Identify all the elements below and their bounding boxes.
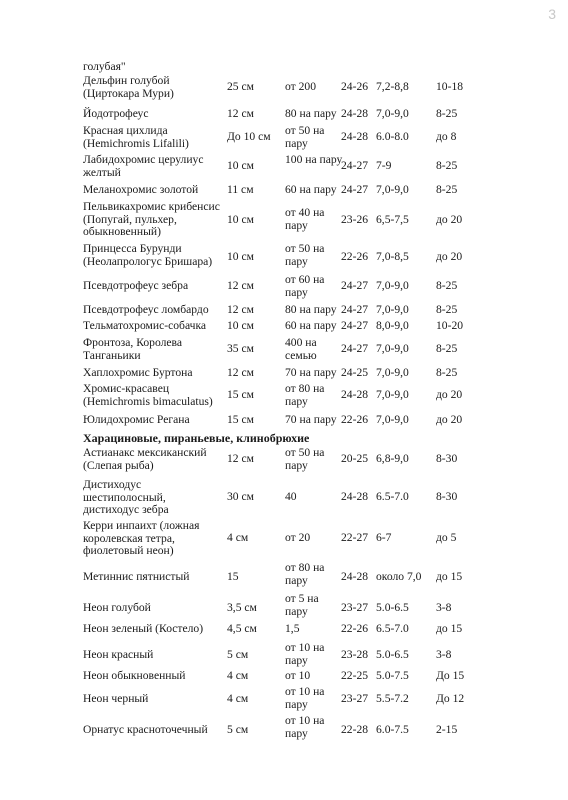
fish-hardness: 8-25 xyxy=(436,279,458,292)
fish-hardness: 8-25 xyxy=(436,107,458,120)
fish-size: 10 см xyxy=(227,319,254,332)
fish-size: 10 см xyxy=(227,213,254,226)
fish-volume: от 10 xyxy=(285,669,311,682)
fish-hardness: До 15 xyxy=(436,669,465,682)
fish-size: 12 см xyxy=(227,107,254,120)
fish-size: 4 см xyxy=(227,669,249,682)
fish-volume: от 50 на пару xyxy=(285,124,325,150)
fish-size: 25 см xyxy=(227,80,254,93)
fish-hardness: 8-30 xyxy=(436,452,458,465)
fish-size: 15 см xyxy=(227,413,254,426)
fish-ph: 6-7 xyxy=(376,531,392,544)
fish-name: Неон зеленый (Костело) xyxy=(83,622,204,635)
fish-ph: 6.5-7.0 xyxy=(376,490,409,503)
fish-name: Пельвикахромис крибенсис (Попугай, пульхер, обыкновенный) xyxy=(83,200,220,239)
fish-hardness: до 15 xyxy=(436,622,463,635)
fish-ph: 6,8-9,0 xyxy=(376,452,409,465)
fish-size: 10 см xyxy=(227,250,254,263)
fish-volume: от 20 xyxy=(285,531,311,544)
fish-temperature: 22-26 xyxy=(341,622,369,635)
fish-size: 12 см xyxy=(227,366,254,379)
fish-size: 3,5 см xyxy=(227,601,257,614)
fish-name: Фронтоза, Королева Танганьики xyxy=(83,336,182,362)
fish-name: Красная цихлида (Hemichromis Lifalili) xyxy=(83,124,189,150)
fish-name: Метиннис пятнистый xyxy=(83,570,190,583)
fish-name: Керри инпаихт (ложная королевская тетра, фиолетовый неон) xyxy=(83,519,200,558)
fish-name: Псевдотрофеус зебра xyxy=(83,279,189,292)
fish-hardness: до 8 xyxy=(436,130,457,143)
fish-size: 4 см xyxy=(227,692,249,705)
fish-name: Неон обыкновенный xyxy=(83,669,186,682)
fish-volume: 100 на пару xyxy=(285,153,343,166)
fish-temperature: 24-27 xyxy=(341,342,369,355)
fish-name: Юлидохромис Регана xyxy=(83,413,190,426)
fish-ph: 6.5-7.0 xyxy=(376,622,409,635)
fish-size: 35 см xyxy=(227,342,254,355)
fish-volume: от 80 на пару xyxy=(285,382,325,408)
fish-ph: 7,2-8,8 xyxy=(376,80,409,93)
fish-volume: от 200 xyxy=(285,80,316,93)
fish-volume: от 50 на пару xyxy=(285,242,325,268)
fish-volume: 70 на пару xyxy=(285,413,337,426)
fish-temperature: 23-26 xyxy=(341,213,369,226)
fish-name: Хаплохромис Буртона xyxy=(83,366,193,379)
fish-name: Астианакс мексиканский (Слепая рыба) xyxy=(83,446,207,472)
fish-name: Тельматохромис-собачка xyxy=(83,319,207,332)
fish-volume: от 60 на пару xyxy=(285,273,325,299)
fish-hardness: до 20 xyxy=(436,250,463,263)
fish-temperature: 24-27 xyxy=(341,159,369,172)
continuation-text: голубая" xyxy=(83,60,126,73)
fish-volume: 400 на семью xyxy=(285,336,317,362)
fish-name: Дельфин голубой (Циртокара Мури) xyxy=(83,74,174,100)
fish-size: 10 см xyxy=(227,159,254,172)
fish-name: Хромис-красавец (Hemichromis bimaculatus) xyxy=(83,382,213,408)
fish-ph: 6.0-7.5 xyxy=(376,723,409,736)
fish-size: 5 см xyxy=(227,648,249,661)
fish-hardness: 8-25 xyxy=(436,366,458,379)
fish-volume: 60 на пару xyxy=(285,183,337,196)
fish-temperature: 23-27 xyxy=(341,601,369,614)
fish-temperature: 24-26 xyxy=(341,80,369,93)
fish-ph: 6.0-8.0 xyxy=(376,130,409,143)
fish-volume: 70 на пару xyxy=(285,366,337,379)
fish-ph: 7,0-9,0 xyxy=(376,303,409,316)
fish-name: Дистиходус шестиполосный, дистиходус зебра xyxy=(83,478,169,517)
fish-name: Неон черный xyxy=(83,692,149,705)
fish-name: Псевдотрофеус ломбардо xyxy=(83,303,209,316)
fish-temperature: 20-25 xyxy=(341,452,369,465)
fish-temperature: 23-27 xyxy=(341,692,369,705)
fish-size: 12 см xyxy=(227,452,254,465)
fish-temperature: 24-27 xyxy=(341,183,369,196)
page-number: 3 xyxy=(548,6,556,22)
fish-size: 11 см xyxy=(227,183,254,196)
fish-hardness: 2-15 xyxy=(436,723,458,736)
fish-hardness: 3-8 xyxy=(436,601,452,614)
fish-size: 15 см xyxy=(227,388,254,401)
fish-hardness: 8-25 xyxy=(436,183,458,196)
fish-ph: 5.0-6.5 xyxy=(376,601,409,614)
fish-ph: 7,0-9,0 xyxy=(376,183,409,196)
fish-ph: 5.0-7.5 xyxy=(376,669,409,682)
fish-volume: от 80 на пару xyxy=(285,561,325,587)
fish-temperature: 24-28 xyxy=(341,570,369,583)
fish-size: 12 см xyxy=(227,279,254,292)
fish-hardness: 8-25 xyxy=(436,342,458,355)
fish-ph: около 7,0 xyxy=(376,570,422,583)
fish-ph: 7,0-9,0 xyxy=(376,366,409,379)
fish-ph: 6,5-7,5 xyxy=(376,213,409,226)
fish-hardness: до 15 xyxy=(436,570,463,583)
section-heading: Харациновые, пираньевые, клинобрюхие xyxy=(83,431,310,445)
fish-temperature: 22-27 xyxy=(341,531,369,544)
fish-name: Орнатус красноточечный xyxy=(83,723,208,736)
fish-temperature: 22-28 xyxy=(341,723,369,736)
fish-ph: 5.5-7.2 xyxy=(376,692,409,705)
fish-name: Принцесса Бурунди (Неолапрологус Бришара) xyxy=(83,242,213,268)
fish-name: Меланохромис золотой xyxy=(83,183,199,196)
fish-temperature: 24-25 xyxy=(341,366,369,379)
fish-hardness: до 20 xyxy=(436,388,463,401)
fish-hardness: 8-25 xyxy=(436,303,458,316)
fish-hardness: до 20 xyxy=(436,413,463,426)
fish-volume: 80 на пару xyxy=(285,107,337,120)
fish-temperature: 23-28 xyxy=(341,648,369,661)
fish-ph: 5.0-6.5 xyxy=(376,648,409,661)
fish-size: 15 xyxy=(227,570,239,583)
fish-ph: 7,0-9,0 xyxy=(376,342,409,355)
fish-size: 4,5 см xyxy=(227,622,257,635)
fish-ph: 7,0-9,0 xyxy=(376,279,409,292)
fish-name: Йодотрофеус xyxy=(83,107,149,120)
fish-ph: 7,0-9,0 xyxy=(376,413,409,426)
fish-temperature: 22-26 xyxy=(341,413,369,426)
fish-temperature: 24-27 xyxy=(341,279,369,292)
fish-hardness: 10-18 xyxy=(436,80,464,93)
fish-hardness: 10-20 xyxy=(436,319,464,332)
fish-hardness: 8-30 xyxy=(436,490,458,503)
fish-volume: от 40 на пару xyxy=(285,206,325,232)
fish-ph: 7,0-8,5 xyxy=(376,250,409,263)
fish-temperature: 24-28 xyxy=(341,107,369,120)
fish-temperature: 24-28 xyxy=(341,490,369,503)
fish-hardness: 8-25 xyxy=(436,159,458,172)
fish-temperature: 24-28 xyxy=(341,130,369,143)
fish-temperature: 22-25 xyxy=(341,669,369,682)
fish-volume: от 50 на пару xyxy=(285,446,325,472)
fish-volume: 80 на пару xyxy=(285,303,337,316)
fish-hardness: до 5 xyxy=(436,531,457,544)
fish-name: Лабидохромис церулиус желтый xyxy=(83,153,204,179)
fish-ph: 8,0-9,0 xyxy=(376,319,409,332)
fish-size: До 10 см xyxy=(227,130,271,143)
fish-hardness: 3-8 xyxy=(436,648,452,661)
fish-volume: 1,5 xyxy=(285,622,300,635)
fish-hardness: До 12 xyxy=(436,692,465,705)
fish-temperature: 24-28 xyxy=(341,388,369,401)
fish-ph: 7,0-9,0 xyxy=(376,107,409,120)
fish-temperature: 22-26 xyxy=(341,250,369,263)
fish-size: 4 см xyxy=(227,531,249,544)
fish-volume: от 10 на пару xyxy=(285,714,325,740)
fish-size: 5 см xyxy=(227,723,249,736)
fish-volume: 40 xyxy=(285,490,297,503)
fish-volume: от 10 на пару xyxy=(285,641,325,667)
fish-ph: 7-9 xyxy=(376,159,392,172)
fish-hardness: до 20 xyxy=(436,213,463,226)
fish-name: Неон голубой xyxy=(83,601,151,614)
fish-size: 12 см xyxy=(227,303,254,316)
fish-ph: 7,0-9,0 xyxy=(376,388,409,401)
fish-volume: от 5 на пару xyxy=(285,592,319,618)
fish-temperature: 24-27 xyxy=(341,303,369,316)
fish-volume: 60 на пару xyxy=(285,319,337,332)
fish-name: Неон красный xyxy=(83,648,154,661)
fish-temperature: 24-27 xyxy=(341,319,369,332)
fish-size: 30 см xyxy=(227,490,254,503)
fish-volume: от 10 на пару xyxy=(285,685,325,711)
